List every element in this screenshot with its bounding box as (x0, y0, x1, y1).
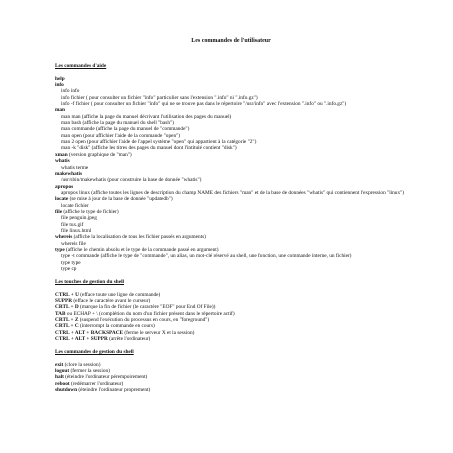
section-heading: Les commandes de gestion du shell (55, 349, 134, 356)
section-lines (55, 76, 407, 273)
section-lines (55, 292, 407, 343)
command-name: type (55, 246, 65, 253)
command-description: man open (pour affichier l'aide de la commande "open") (61, 132, 181, 139)
command-description: man -k "disk" (affiche les titres des pages du manuel dont l'intitulé contient "disk") (61, 145, 237, 152)
command-description: (éteindre l'ordinateur proprement) (77, 387, 151, 394)
command-name: makewhatis (55, 170, 83, 177)
command-name: xman (55, 151, 68, 158)
section-heading: Les commandes d'aide (55, 63, 107, 70)
command-name: whereis (55, 234, 73, 241)
command-description: locate fichier (61, 202, 89, 209)
command-name: info (55, 82, 64, 89)
command-description: whatis terme (61, 164, 89, 171)
section-aide (55, 63, 407, 272)
command-description: type -t commande (affiche le type de "commande", un alias, un mot-clé réservé au shell, une fonction, une commande interne, un fichier) (61, 253, 352, 260)
command-description: whereis file (61, 240, 86, 247)
command-description: (affiche le chemin absolu et le type de la commande passé en argument) (64, 246, 219, 253)
command-name: CTRL + ALT + SUPPR (55, 336, 108, 343)
command-description: man man (affiche la page du manuel décrivant l'utilisation des pages du manuel) (61, 113, 232, 120)
command-description: (ferme le serveur X et la session) (123, 329, 195, 336)
command-description: (clore la session) (63, 361, 101, 368)
command-description: (redémarrer l'ordinateur) (69, 380, 124, 387)
command-description: type type (61, 259, 81, 266)
command-name: halt (55, 374, 64, 381)
page-title: Les commandes de l'utilisateur (191, 38, 271, 44)
command-name: locate (55, 196, 69, 203)
command-name: CTRL + ALT + BACKSPACE (55, 329, 124, 336)
command-description: file tux.gif (61, 221, 84, 228)
command-name: TAB (55, 310, 66, 317)
command-description: (arrête l'ordinateur) (107, 336, 151, 343)
command-description: (version graphique de "man") (67, 151, 132, 158)
command-name: CTRL + U (55, 291, 79, 298)
command-description: (interrompt la commande en cours) (78, 323, 155, 330)
command-description: (affiche le type de fichier) (62, 208, 119, 215)
command-name: reboot (55, 380, 70, 387)
command-name: SUPPR (55, 298, 73, 305)
command-description: file penguin.jpeg (61, 215, 97, 222)
section-gestion (55, 349, 407, 393)
command-name: man (55, 107, 66, 114)
command-description: file linux.html (61, 227, 92, 234)
command-name: file (55, 208, 63, 215)
command-name: exit (55, 361, 64, 368)
command-description: (suspend l'exécution du processus en cours, en "foreground") (78, 317, 210, 324)
command-description: ou ECHAP + \ (complétion du nom d'un fichier présent dans le répertoire actif) (65, 310, 235, 317)
command-description: (fermer la session) (69, 368, 110, 375)
command-name: CRTL + D (55, 304, 79, 311)
command-description: apropos linux (affiche toutes les lignes de description du champ NAME des fichiers "man" et de la base de données "whatis" qui contiennent l'expression "linux") (61, 189, 405, 196)
command-name: apropos (55, 183, 74, 190)
command-name: CRTL + Z (55, 317, 79, 324)
section-touches (55, 279, 407, 342)
command-description: (efface le caractère avant le curseur) (72, 298, 151, 305)
section-lines (55, 362, 407, 394)
command-name: help (55, 75, 65, 82)
command-description: info -f fichier ( pour consulter un fichier "info" qui ne se trouve pas dans le répertoire "/usr/info" avec l'extension ".info" ou ".info.gz") (61, 101, 347, 108)
command-description: (éteindre l'ordinateur pérempoirement) (63, 374, 148, 381)
command-description: (se mise à jour de la base de donnée "updatedb") (68, 196, 173, 203)
command-name: CRTL + C (55, 323, 79, 330)
text-line (55, 387, 407, 393)
command-name: logout (55, 368, 70, 375)
command-description: (marque la fin de fichier (le caractère "EOF" pour End Of File)) (78, 304, 216, 311)
command-description: man 2 open (pour affichier l'aide de l'appel système "open" qui appartient à la catégorie "2") (61, 139, 257, 146)
section-heading: Les touches de gestion du shell (55, 279, 125, 286)
command-description: (efface toute une ligne de commande) (78, 291, 161, 298)
command-description: info info (61, 88, 80, 95)
command-description: (affiche la localisation de tous les fichier passés en arguments) (72, 234, 206, 241)
command-description: /usr/sbin/makewhatis (pour construire la base de donnée "whatis") (61, 177, 202, 184)
command-description: man bash (affiche la page du manuel du shell "bash") (61, 120, 174, 127)
command-description: man commande (affiche la page du manuel de "commande") (61, 126, 190, 133)
command-name: whatis (55, 158, 70, 165)
command-description: info fichier ( pour consulter un fichier "info" particulier sans l'extension ".info" ni ".info.gz") (61, 94, 258, 101)
command-description: type cp (61, 266, 77, 272)
command-name: shutdown (55, 387, 78, 394)
